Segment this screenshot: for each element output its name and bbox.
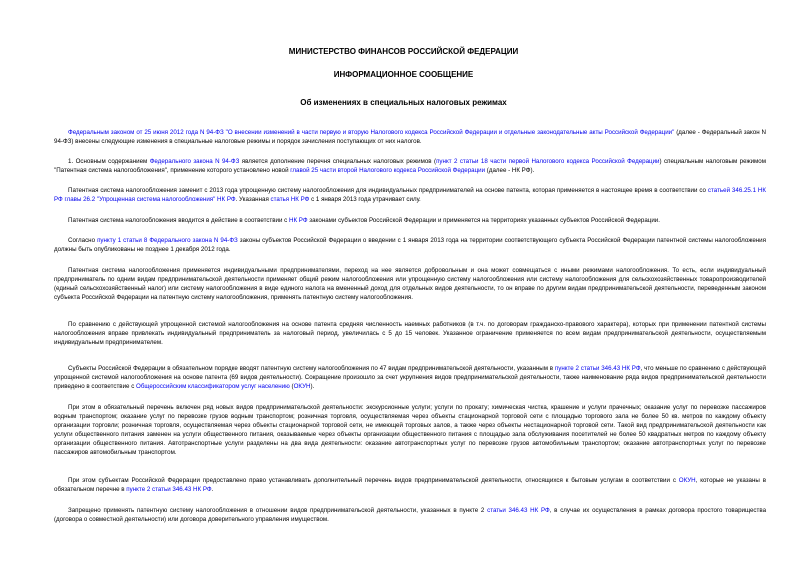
link-article-346-43[interactable]: пункте 2 статьи 346.43 НК РФ (554, 365, 641, 372)
paragraph-text: При этом субъектам Российской Федерации предоставлено право устанавливать дополнительный перечень видов предпринимательской деятельности, относящихся к бытовым услугам в соответствии с (68, 477, 679, 484)
link-federal-law-94fz[interactable]: Федеральным законом от 25 июня 2012 года N 94-ФЗ "О внесении изменений в части первую и вторую Налогового кодекса Российской Федерации и отдельные законодательные акты Российской Федерации" (68, 129, 675, 136)
paragraph-text: Запрещено применять патентную систему налогообложения в отношении видов предпринимательской деятельности, указанных в пункте 2 (68, 507, 488, 514)
link-article-nk-rf[interactable]: статья НК РФ (270, 196, 310, 203)
paragraph-3 (54, 186, 766, 204)
paragraph-text: является дополнение перечня специальных налоговых режимов ( (239, 158, 437, 165)
paragraph-4 (54, 216, 766, 225)
ministry-heading: МИНИСТЕРСТВО ФИНАНСОВ РОССИЙСКОЙ ФЕДЕРАЦИИ (288, 47, 519, 56)
paragraph-text: законами субъектов Российской Федерации и применяется на территориях указанных субъектов Российской Федерации. (307, 217, 660, 224)
paragraph-text: Согласно (68, 237, 98, 244)
paragraph-text: . (211, 486, 214, 493)
paragraph-text: Патентная система налогообложения заменит с 2013 года упрощенную систему налогообложения для индивидуальных предпринимателей на основе патента, которая применяется в настоящее время в соответствии со (68, 187, 708, 194)
link-article-8[interactable]: пункту 1 статьи 8 Федерального закона N 94-ФЗ (97, 237, 238, 244)
subject-heading: Об изменениях в специальных налоговых режимах (300, 98, 507, 107)
link-okun[interactable]: ОКУН (678, 477, 696, 484)
paragraph-6 (54, 266, 766, 302)
doc-type-heading: ИНФОРМАЦИОННОЕ СООБЩЕНИЕ (333, 70, 474, 79)
paragraph-2 (54, 157, 766, 175)
paragraph-1 (54, 128, 766, 146)
paragraph-10 (54, 476, 766, 494)
paragraph-8 (54, 364, 766, 391)
paragraph-7 (54, 320, 766, 347)
paragraph-text: , которые не указаны в обязательном перечне в (54, 477, 766, 493)
paragraph-text: . Указанная (235, 196, 271, 203)
paragraph-text: Патентная система налогообложения применяется индивидуальными предпринимателями, переход на нее является добровольным и она может совмещаться с иными режимами налогообложения. То есть, если индивидуальный предприниматель по одним видам предпринимательской деятельности применяет общий режим налогообложения или упрощенную систему налогообложения или систему налогообложения для сельскохозяйственных товаропроизводителей (единый сельскохозяйственный налог) или систему налогообложения в виде единого налога на вмененный доход для отдельных видов деятельности, то он вправе по другим видам предпринимательской деятельности, переведенным законом субъекта Российской Федерации на патентную систему налогообложения, применять патентную систему налогообложения. (54, 267, 766, 301)
paragraph-text: Субъекты Российской Федерации в обязательном порядке вводят патентную систему налогообложения по 47 видам предпринимательской деятельности, указанным в (68, 365, 555, 372)
paragraph-text: ) специальным налоговым режимом "Патентная система налогообложения", применение которого установлено новой (54, 158, 767, 174)
paragraph-text: 1. Основным содержанием (68, 158, 150, 165)
paragraph-text: с 1 января 2013 года утрачивает силу. (309, 196, 421, 203)
link-chapter-25[interactable]: главой 25 части второй Налогового кодекса Российской Федерации (290, 167, 486, 174)
paragraph-text: (далее - Федеральный закон N 94-ФЗ) внесены следующие изменения в специальные налоговые режимы и порядок зачисления поступающих от них налогов. (54, 129, 766, 145)
link-okun-classifier[interactable]: Общероссийским классификатором услуг населению (136, 383, 290, 390)
link-article-346-43[interactable]: пункте 2 статьи 346.43 НК РФ (126, 486, 212, 493)
link-article-18[interactable]: пункт 2 статьи 18 части первой Налогового кодекса Российской Федерации (436, 158, 660, 165)
paragraph-11 (54, 506, 766, 524)
paragraph-text: По сравнению с действующей упрощенной системой налогообложения на основе патента средняя численность наемных работников (в т.ч. по договорам гражданско-правового характера), которых при применении патентной системы налогообложения вправе привлекать индивидуальный предприниматель за налоговый период, увеличилась с 5 до 15 человек. Указанное ограничение применяется по всем видам предпринимательской деятельности, осуществляемым индивидуальным предпринимателем. (54, 321, 766, 346)
paragraph-text: ). (310, 383, 315, 390)
paragraph-text: (далее - НК РФ). (485, 167, 535, 174)
link-okun[interactable]: ОКУН (293, 383, 311, 390)
paragraph-text: Патентная система налогообложения вводится в действие в соответствии с (68, 217, 289, 224)
link-federal-law-94fz[interactable]: Федерального закона N 94-ФЗ (149, 158, 240, 165)
paragraph-text: При этом в обязательный перечень включен ряд новых видов предпринимательской деятельности: экскурсионные услуги; услуги по прокату; химическая чистка, крашение и услуги прачечных; оказание услуг по перевозке пассажиров водным транспортом; оказание услуг по перевозке грузов водным транспортом; розничная торговля, осуществляемая через объекты стационарной торговой сети с площадью торгового зала не более 50 кв. метров по каждому объекту организации торговли; розничная торговля, осуществляемая через объекты стационарной торговой сети, не имеющей торговых залов, а также через объекты нестационарной торговой сети. Такой вид предпринимательской деятельности как услуги общественного питания заменен на услуги общественного питания, оказываемые через объекты организации общественного питания с площадью зала обслуживания посетителей не более 50 квадратных метров по каждому объекту организации общественного питания. Автотранспортные услуги разделены на два вида деятельности: оказание автотранспортных услуг по перевозке грузов автомобильным транспортом; оказание автотранспортных услуг по перевозке пассажиров автомобильным транспортом. (54, 404, 766, 456)
paragraph-text: , что меньше по сравнению с действующей упрощенной системой налогообложения на основе патента (69 видов деятельности). Сокращение произошло за счет укрупнения видов предпринимательской деятельности, также наименование ряда видов предпринимательской деятельности приведено в соответствие с (54, 365, 766, 390)
paragraph-text: , в случае их осуществления в рамках договора простого товарищества (договора о совместной деятельности) или договора доверительного управления имуществом. (54, 507, 767, 523)
paragraph-5 (54, 236, 766, 254)
link-article-346-25-1[interactable]: статьей 346.25.1 НК РФ главы 26.2 "Упрощенная система налогообложения" НК РФ (54, 187, 767, 203)
paragraph-9 (54, 403, 766, 457)
paragraph-text: законы субъектов Российской Федерации о введении с 1 января 2013 года на территории соответствующего субъекта Российской Федерации патентной системы налогообложения должны быть опубликованы не позднее 1 декабря 2012 года. (54, 237, 766, 253)
link-article-346-43[interactable]: статьи 346.43 НК РФ (487, 507, 550, 514)
link-nk-rf[interactable]: НК РФ (289, 217, 308, 224)
paragraph-text: ( (289, 383, 294, 390)
